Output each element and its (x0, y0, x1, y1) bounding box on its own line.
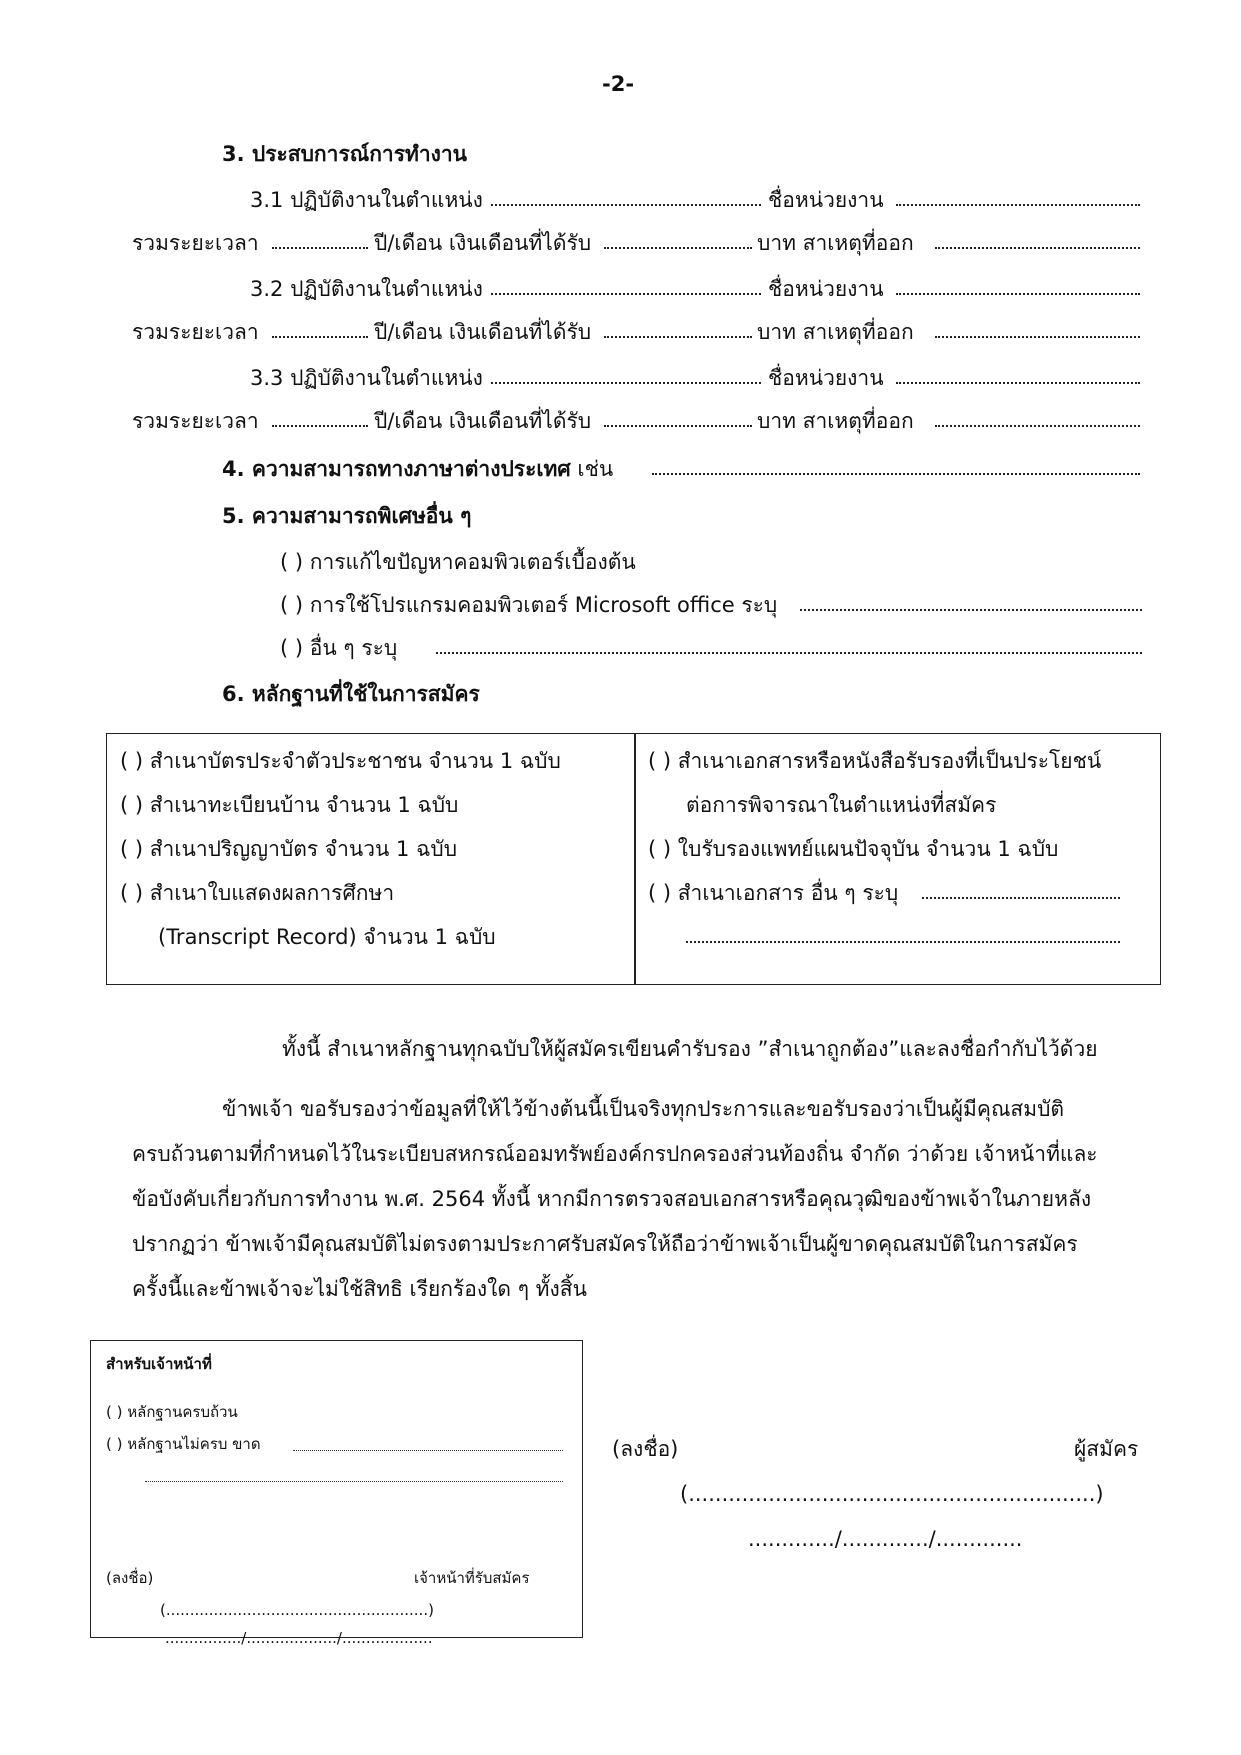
officer-evidence-complete[interactable]: ( ) หลักฐานครบถ้วน (106, 1403, 238, 1421)
exp-1-position-label: 3.1 ปฏิบัติงานในตำแหน่ง (250, 188, 483, 212)
page-number: -2- (602, 72, 635, 96)
exp-2-duration-label: รวมระยะเวลา (132, 320, 259, 344)
section-5-heading: 5. ความสามารถพิเศษอื่น ๆ (222, 504, 472, 528)
officer-name-line[interactable]: (.......................................................) (160, 1601, 434, 1619)
exp-2-duration-field[interactable] (272, 336, 368, 338)
exp-2-position-field[interactable] (491, 293, 761, 295)
exp-3-agency-label: ชื่อหน่วยงาน (768, 366, 884, 390)
doc-transcript-detail: (Transcript Record) จำนวน 1 ฉบับ (158, 925, 496, 949)
declaration-line-5: ครั้งนี้และข้าพเจ้าจะไม่ใช้สิทธิ เรียกร้องใด ๆ ทั้งสิ้น (132, 1277, 587, 1301)
exp-3-salary-field[interactable] (604, 425, 752, 427)
exp-1-salary-field[interactable] (604, 247, 752, 249)
section-6-heading: 6. หลักฐานที่ใช้ในการสมัคร (222, 682, 480, 706)
exp-2-agency-field[interactable] (896, 293, 1140, 295)
exp-3-agency-field[interactable] (896, 382, 1140, 384)
officer-role: เจ้าหน้าที่รับสมัคร (414, 1569, 530, 1587)
exp-2-salary-field[interactable] (604, 336, 752, 338)
declaration-line-4: ปรากฏว่า ข้าพเจ้ามีคุณสมบัติไม่ตรงตามประกาศรับสมัครให้ถือว่าข้าพเจ้าเป็นผู้ขาดคุณสมบัติในการสมัคร (132, 1232, 1078, 1256)
exp-1-duration-label: รวมระยะเวลา (132, 231, 259, 255)
doc-degree[interactable]: ( ) สำเนาปริญญาบัตร จำนวน 1 ฉบับ (120, 837, 458, 861)
applicant-date-line[interactable]: ............./............./............. (748, 1527, 1023, 1551)
exp-3-position-field[interactable] (491, 382, 761, 384)
exp-1-baht-label: บาท สาเหตุที่ออก (757, 231, 914, 255)
section-4-line (222, 455, 613, 483)
doc-certificate[interactable]: ( ) สำเนาเอกสารหรือหนังสือรับรองที่เป็นประโยชน์ (648, 749, 1102, 773)
section-4-suffix: เช่น (577, 457, 614, 481)
exp-2-agency-label: ชื่อหน่วยงาน (768, 277, 884, 301)
officer-date-line[interactable]: ................/.................../................... (165, 1629, 433, 1647)
doc-medical-certificate[interactable]: ( ) ใบรับรองแพทย์แผนปัจจุบัน จำนวน 1 ฉบับ (648, 837, 1059, 861)
table-divider (634, 734, 636, 984)
ms-office-field[interactable] (800, 609, 1142, 611)
exp-1-unit-label: ปี/เดือน เงินเดือนที่ได้รับ (374, 231, 592, 255)
exp-2-position-label: 3.2 ปฏิบัติงานในตำแหน่ง (250, 277, 483, 301)
exp-1-agency-label: ชื่อหน่วยงาน (768, 188, 884, 212)
doc-other-field[interactable] (922, 897, 1120, 899)
declaration-line-3: ข้อบังคับเกี่ยวกับการทำงาน พ.ศ. 2564 ทั้งนี้ หากมีการตรวจสอบเอกสารหรือคุณวุฒิของข้าพเจ้าในภายหลัง (132, 1187, 1092, 1211)
applicant-sign-label: (ลงชื่อ) (612, 1437, 679, 1461)
officer-evidence-incomplete[interactable]: ( ) หลักฐานไม่ครบ ขาด (106, 1435, 261, 1453)
doc-house-registration[interactable]: ( ) สำเนาทะเบียนบ้าน จำนวน 1 ฉบับ (120, 793, 459, 817)
skill-ms-office[interactable]: ( ) การใช้โปรแกรมคอมพิวเตอร์ Microsoft office ระบุ (280, 593, 778, 617)
exp-3-reason-field[interactable] (935, 425, 1140, 427)
skill-basic-troubleshooting[interactable]: ( ) การแก้ไขปัญหาคอมพิวเตอร์เบื้องต้น (280, 550, 636, 574)
doc-certificate-detail: ต่อการพิจารณาในตำแหน่งที่สมัคร (686, 793, 997, 817)
doc-other-field-2[interactable] (686, 941, 1120, 943)
officer-missing-field[interactable] (293, 1450, 563, 1451)
officer-box (90, 1340, 583, 1638)
declaration-line-2: ครบถ้วนตามที่กำหนดไว้ในระเบียบสหกรณ์ออมทรัพย์องค์กรปกครองส่วนท้องถิ่น จำกัด ว่าด้วย เจ้าหน้าที่และ (132, 1142, 1098, 1166)
section-3-heading: 3. ประสบการณ์การทำงาน (222, 142, 468, 166)
exp-3-duration-field[interactable] (272, 425, 368, 427)
doc-transcript[interactable]: ( ) สำเนาใบแสดงผลการศึกษา (120, 881, 395, 905)
declaration-line-1: ข้าพเจ้า ขอรับรองว่าข้อมูลที่ให้ไว้ข้างต้นนี้เป็นจริงทุกประการและขอรับรองว่าเป็นผู้มีคุณสมบัติ (222, 1097, 1065, 1121)
exp-3-position-label: 3.3 ปฏิบัติงานในตำแหน่ง (250, 366, 483, 390)
exp-2-reason-field[interactable] (935, 336, 1140, 338)
exp-2-unit-label: ปี/เดือน เงินเดือนที่ได้รับ (374, 320, 592, 344)
skill-other-field[interactable] (436, 652, 1142, 654)
officer-box-title: สำหรับเจ้าหน้าที่ (106, 1355, 212, 1373)
exp-1-position-field[interactable] (491, 204, 761, 206)
exp-3-baht-label: บาท สาเหตุที่ออก (757, 409, 914, 433)
doc-id-card[interactable]: ( ) สำเนาบัตรประจำตัวประชาชน จำนวน 1 ฉบับ (120, 749, 561, 773)
skill-other[interactable]: ( ) อื่น ๆ ระบุ (280, 636, 398, 660)
exp-3-unit-label: ปี/เดือน เงินเดือนที่ได้รับ (374, 409, 592, 433)
exp-3-duration-label: รวมระยะเวลา (132, 409, 259, 433)
language-field[interactable] (652, 473, 1140, 475)
officer-missing-field-2[interactable] (145, 1481, 563, 1482)
applicant-name-line[interactable]: (.............................................................) (680, 1482, 1104, 1506)
exp-2-baht-label: บาท สาเหตุที่ออก (757, 320, 914, 344)
exp-1-agency-field[interactable] (896, 204, 1140, 206)
note-text: ทั้งนี้ สำเนาหลักฐานทุกฉบับให้ผู้สมัครเขียนคำรับรอง ”สำเนาถูกต้อง”และลงชื่อกำกับไว้ด้วย (282, 1037, 1098, 1061)
doc-other[interactable]: ( ) สำเนาเอกสาร อื่น ๆ ระบุ (648, 881, 899, 905)
section-4-heading: 4. ความสามารถทางภาษาต่างประเทศ (222, 457, 571, 481)
exp-1-duration-field[interactable] (272, 247, 368, 249)
applicant-role: ผู้สมัคร (1074, 1437, 1139, 1461)
officer-sign-label: (ลงชื่อ) (106, 1569, 154, 1587)
exp-1-reason-field[interactable] (935, 247, 1140, 249)
